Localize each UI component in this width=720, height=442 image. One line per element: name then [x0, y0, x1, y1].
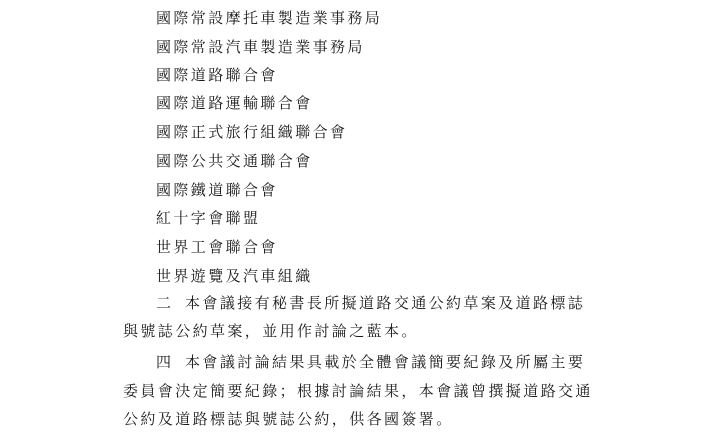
organization-item: 國際道路運輸聯合會 [156, 94, 313, 112]
paragraph-three-line: 與號誌公約草案，並用作討論之藍本。 [123, 322, 419, 340]
paragraph-three-first-line [156, 293, 585, 313]
organization-item: 紅十字會聯盟 [156, 209, 261, 227]
organization-item: 國際正式旅行組織聯合會 [156, 123, 348, 141]
cropped-text-fragment [180, 432, 620, 442]
paragraph-text: 本會議討論結果具載於全體會議簡要紀錄及所屬主要 [185, 353, 586, 371]
paragraph-four-line: 公約及道路標誌與號誌公約，供各國簽署。 [123, 410, 454, 428]
organization-item: 國際鐵道聯合會 [156, 181, 278, 199]
organization-item: 國際公共交通聯合會 [156, 152, 313, 170]
paragraph-number: ⼆ [156, 294, 172, 312]
paragraph-four-line: 委員會決定簡要紀錄；根據討論結果，本會議曾撰擬道路交通 [123, 382, 593, 400]
paragraph-number: 四 [156, 353, 172, 371]
organization-item: 國際常設摩托車製造業事務局 [156, 9, 383, 27]
paragraph-four-first-line [156, 352, 585, 372]
organization-item: 國際常設汽車製造業事務局 [156, 38, 365, 56]
paragraph-text: 本會議接有秘書長所擬道路交通公約草案及道路標誌 [185, 294, 586, 312]
organization-item: 國際道路聯合會 [156, 66, 278, 84]
organization-item: 世界遊覽及汽車組織 [156, 267, 313, 285]
organization-item: 世界工會聯合會 [156, 238, 278, 256]
